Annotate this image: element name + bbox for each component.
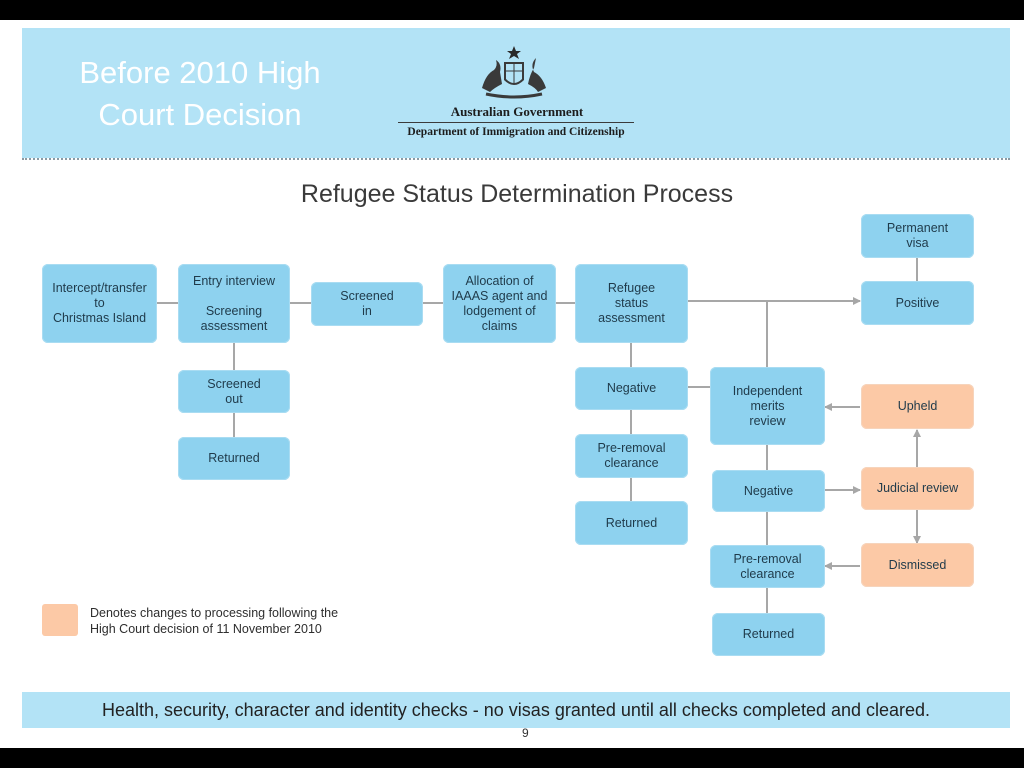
node-independent-merits-review: Independent merits review xyxy=(710,367,825,445)
node-returned-mid: Returned xyxy=(575,501,688,545)
node-screened-in: Screened in xyxy=(311,282,423,326)
government-name: Australian Government xyxy=(450,104,584,119)
node-positive: Positive xyxy=(861,281,974,325)
diagram-title: Refugee Status Determination Process xyxy=(300,180,734,208)
node-permanent-visa: Permanent visa xyxy=(861,214,974,258)
node-returned-left: Returned xyxy=(178,437,290,480)
node-returned-right: Returned xyxy=(712,613,825,656)
node-intercept: Intercept/transfer to Christmas Island xyxy=(42,264,157,343)
legend-swatch xyxy=(42,604,78,636)
legend-text: Denotes changes to processing following the High Court decision of 11 November 2010 xyxy=(90,606,339,636)
slide xyxy=(0,20,1024,748)
footer-text: Health, security, character and identity checks - no visas granted until all checks completed and cleared. xyxy=(101,699,931,720)
node-screened-out: Screened out xyxy=(178,370,290,413)
page-marker: 9 xyxy=(522,726,529,740)
slide-title: Before 2010 High Court Decision xyxy=(79,55,321,132)
department-name: Department of Immigration and Citizenship xyxy=(407,126,625,138)
node-allocation: Allocation of IAAAS agent and lodgement of claims xyxy=(443,264,556,343)
node-dismissed: Dismissed xyxy=(861,543,974,587)
node-upheld: Upheld xyxy=(861,384,974,429)
node-entry-interview: Entry interview Screening assessment xyxy=(178,264,290,343)
node-judicial-review: Judicial review xyxy=(861,467,974,510)
node-pre-removal-2: Pre-removal clearance xyxy=(710,545,825,588)
node-pre-removal-1: Pre-removal clearance xyxy=(575,434,688,478)
footer-band xyxy=(22,692,1010,728)
node-negative-2: Negative xyxy=(712,470,825,512)
node-refugee-status: Refugee status assessment xyxy=(575,264,688,343)
node-negative-1: Negative xyxy=(575,367,688,410)
